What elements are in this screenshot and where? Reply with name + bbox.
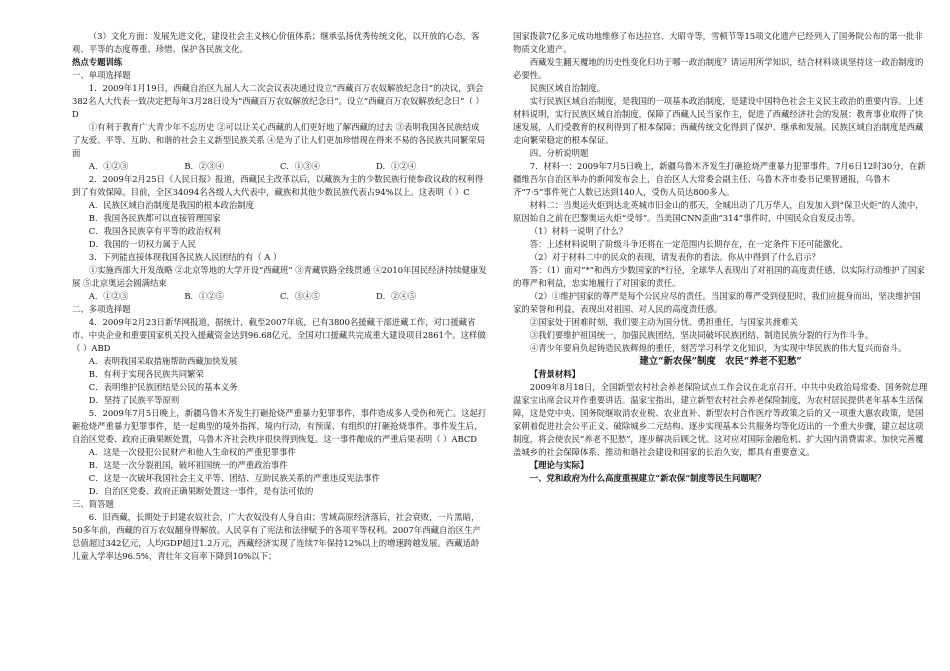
option: C．我国各民族享有平等的政治权利: [88, 226, 221, 236]
question-2-options: [72, 199, 487, 251]
theory-question: 一、党和政府为什么高度重视建立“新农保”制度等民生问题呢？: [529, 473, 766, 483]
option: D．坚持了民族平等原则: [88, 395, 180, 405]
question-6-prompt: 西藏发生翻天覆地的历史性变化归功于哪一政治制度？请运用所学知识，结合材料谈谈坚持这一政治制度的必要性。: [513, 57, 924, 80]
option: B．我国各民族都可以直接管理国家: [88, 213, 221, 223]
answer-7-point-2: ②国家处于困难时刻，我们要主动为国分忧、勇担重任，与国家共渡难关: [529, 317, 798, 327]
option: A．①②③: [88, 291, 129, 301]
question-3-options: [72, 290, 487, 303]
heading-short-answer: 三、简答题: [72, 499, 114, 509]
answer-7-sub-2: 答：（1）面对“*”和西方少数国家的*行径，全球华人表现出了对祖国的高度责任感，以实际行动维护了国家的尊严和利益，忠实地履行了对国家的责任。: [513, 265, 925, 288]
question-3-statements: ①实施西部大开发战略 ②北京等地的大学开设“西藏班” ③青藏铁路全线贯通 ④2010年国民经济持续健康发展 ⑤北京奥运会圆满结束: [72, 265, 487, 288]
option: D．我国的一切权力属于人民: [88, 239, 197, 249]
heading-theory: 【理论与实际】: [529, 460, 589, 470]
option: C．③④⑤: [280, 291, 320, 301]
question-5: 5．2009年7月5日晚上，新疆乌鲁木齐发生打砸抢烧严重暴力犯罪事件，事件造成多人受伤和死亡。这起打砸抢烧严重暴力犯罪事件，是一起典型的境外指挥、境内行动，有预谋、有组织的打砸抢烧事件。事件发生后，自治区党委、政府正确果断处置，乌鲁木齐社会秩序很快得到恢复。这一事件酿成的严重后果表明（ ）ABCD: [72, 408, 487, 444]
question-6: 6．旧西藏，长期处于封建农奴社会，广大农奴没有人身自由；雪域高原经济落后，社会衰败，一片黑暗，50多年前，西藏的百万农奴翻身得解放。人民享有了宪法和法律赋予的各项平等权利。2007年西藏自治区生产总值超过342亿元，人均GDP超过1.2万元，西藏经济实现了连续7年保持12%以上的增速跨越发展。西藏适龄儿童入学率达96.5%，青壮年文盲率下降到10%以下；: [72, 512, 481, 561]
question-4: 4．2009年2月23日新华网报道，据统计，截至2007年底，已有3800名援藏干部进藏工作，对口援藏省市、中央企业和重要国家机关投入援藏资金达到96.68亿元，全国对口援藏共完成重大建设项目2861个。这样做（ ）ABD: [72, 317, 486, 353]
answer-7-point-3: ③我们要维护祖国统一，加强民族团结，坚决同破坏民族团结、制造民族分裂的行为作斗争。: [529, 330, 874, 340]
question-3: 3．下列能直接体现我国各民族人民团结的有（ A ）: [88, 252, 282, 262]
option: C．表明维护民族团结是公民的基本义务: [88, 382, 238, 392]
option: A．民族区域自治制度是我国的根本政治制度: [88, 200, 254, 210]
question-7-material-1: 7．材料一：2009年7月5日晚上，新疆乌鲁木齐发生打砸抢烧严重暴力犯罪事件。7月6日12时30分，在新疆维吾尔自治区举办的新闻发布会上，自治区人大常委会副主任、乌鲁木齐市委书记栗智通报，乌鲁木齐“7·5”事件死亡人数已达到140人，受伤人员达800多人。: [513, 161, 926, 197]
question-6-continued: 国家拨款7亿多元成功地维修了布达拉宫、大昭寺等，雪顿节等15项文化遗产已经列入了国务院公布的第一批非物质文化遗产。: [513, 31, 923, 54]
option: B．有利于实现各民族共同繁荣: [88, 369, 204, 379]
question-2: 2．2009年2月25日《人民日报》报道，西藏民主改革以后，以藏族为主的少数民族行使参政议政的权利得到了有效保障。目前，全区34094名各级人大代表中，藏族和其他少数民族代表占94%以上。这表明（ ）C: [72, 174, 484, 197]
right-column: [513, 30, 928, 663]
question-1-statements: ①有利于教育广大青少年不忘历史 ②可以让关心西藏的人们更好地了解西藏的过去 ③表明我国各民族结成了友爱、平等、互助、和谐的社会主义新型民族关系 ④是为了让人们更加珍惜现在得来不易的各民族共同繁荣局面: [72, 122, 486, 158]
topic-title: 建立“新农保”制度 农民“养老不犯愁”: [639, 356, 802, 367]
question-1-options: [72, 160, 487, 173]
option: A．表明我国采取措施帮助西藏加快发展: [88, 356, 238, 366]
heading-multiple-choice: 二、多项选择题: [72, 304, 131, 314]
answer-6-part-1: 民族区域自治制度。: [529, 83, 606, 93]
section-heading-training: 热点专题训练: [72, 57, 123, 67]
option: B．这是一次分裂祖国，破坏祖国统一的严重政治事件: [88, 460, 288, 470]
option: D．②④⑤: [375, 291, 417, 301]
option: A．①②③: [88, 161, 129, 171]
heading-single-choice: 一、单项选择题: [72, 70, 131, 80]
culture-paragraph: （3）文化方面：发展先进文化，建设社会主义核心价值体系；继承弘扬优秀传统文化，以开放的心态，客观、平等的态度尊重、珍惜、保护各民族文化。: [72, 31, 480, 54]
option: B．①②⑤: [184, 291, 225, 301]
question-7-material-2: 材料二：当奥运火炬到达北英城市旧金山的那天，全城出动了几万华人，自发加入到“保卫火炬”的人流中，原因始自之前在巴黎奥运火炬“受辱”。当美国CNN歪曲“314”事件时，中国民众自发反击等。: [513, 200, 924, 223]
question-4-options: [72, 355, 487, 407]
question-7-sub-1: （1）材料一说明了什么？: [529, 226, 628, 236]
heading-analysis: 四、分析说明题: [529, 148, 589, 158]
left-column: [72, 30, 487, 663]
question-7-sub-2: （2）对于材料二中的民众的表现，请发表你的看法。你从中得到了什么启示？: [529, 252, 820, 262]
option: D．自治区党委、政府正确果断处置这一事件，是有法可依的: [88, 486, 314, 496]
answer-6-part-2: 实行民族区域自治制度，是我国的一项基本政治制度，是建设中国特色社会主义民主政治的重要内容。上述材料说明，实行民族区域自治制度，保障了西藏人民当家作主，促进了西藏经济社会的发展：教育事业取得了快速发展，人们受教育的权利得到了根本保障；西藏传统文化得到了保护、继承和发展。民族区域自治制度是西藏走向繁荣稳定的根本保证。: [513, 96, 924, 145]
option: C．这是一次破坏我国社会主义平等、团结、互助民族关系的严重违反宪法事件: [88, 473, 380, 483]
option: B．②③④: [184, 161, 225, 171]
option: D．①②④: [375, 161, 417, 171]
answer-7-point-4: ④青少年要肩负起铸造民族辉煌的重任，刻苦学习科学文化知识，为实现中华民族的伟大复兴而奋斗。: [529, 343, 907, 353]
background-paragraph: 2009年8月18日，全国新型农村社会养老保险试点工作会议在北京召开。中共中央政治局常委、国务院总理温家宝出席会议并作重要讲话。温家宝指出，建立新型农村社会养老保险制度，为农村居民提供老年基本生活保障，这是党中央、国务院继取消农业税、农业直补、新型农村合作医疗等政策之后的又一项重大惠农政策，是国家朝着促进社会公平正义、破除城乡二元结构、逐步实现基本公共服务均等化迈出的一个重大步骤，建立起这项制度，将会使农民“养老不犯愁”，逐步解决后顾之忧。这对应对国际金融危机、扩大国内消费需求、加快完善覆盖城乡的社会保障体系、推动和谐社会建设和国家的长治久安，都具有重要意义。: [513, 382, 928, 457]
option: A．这是一次侵犯公民财产和他人生命权的严重犯罪事件: [88, 447, 296, 457]
heading-background: 【背景材料】: [529, 369, 581, 379]
answer-7-point-1: （2）①维护国家的尊严是每个公民应尽的责任。当国家的尊严受到侵犯时，我们应挺身而出，坚决维护国家的荣誉和利益，表现出对祖国、对人民的高度责任感。: [513, 291, 921, 314]
answer-7-sub-1: 答：上述材料说明了阶级斗争还将在一定范围内长期存在，在一定条件下还可能激化。: [529, 239, 849, 249]
option: C．①③④: [280, 161, 320, 171]
question-1: 1．2009年1月19日，西藏自治区九届人大二次会议表决通过设立“西藏百万农奴解放纪念日”的决议，到会382名人大代表一致决定把每年3月28日设为“西藏百万农奴解放纪念日”。设立“西藏百万农奴解放纪念日”（ ）D: [72, 83, 484, 119]
